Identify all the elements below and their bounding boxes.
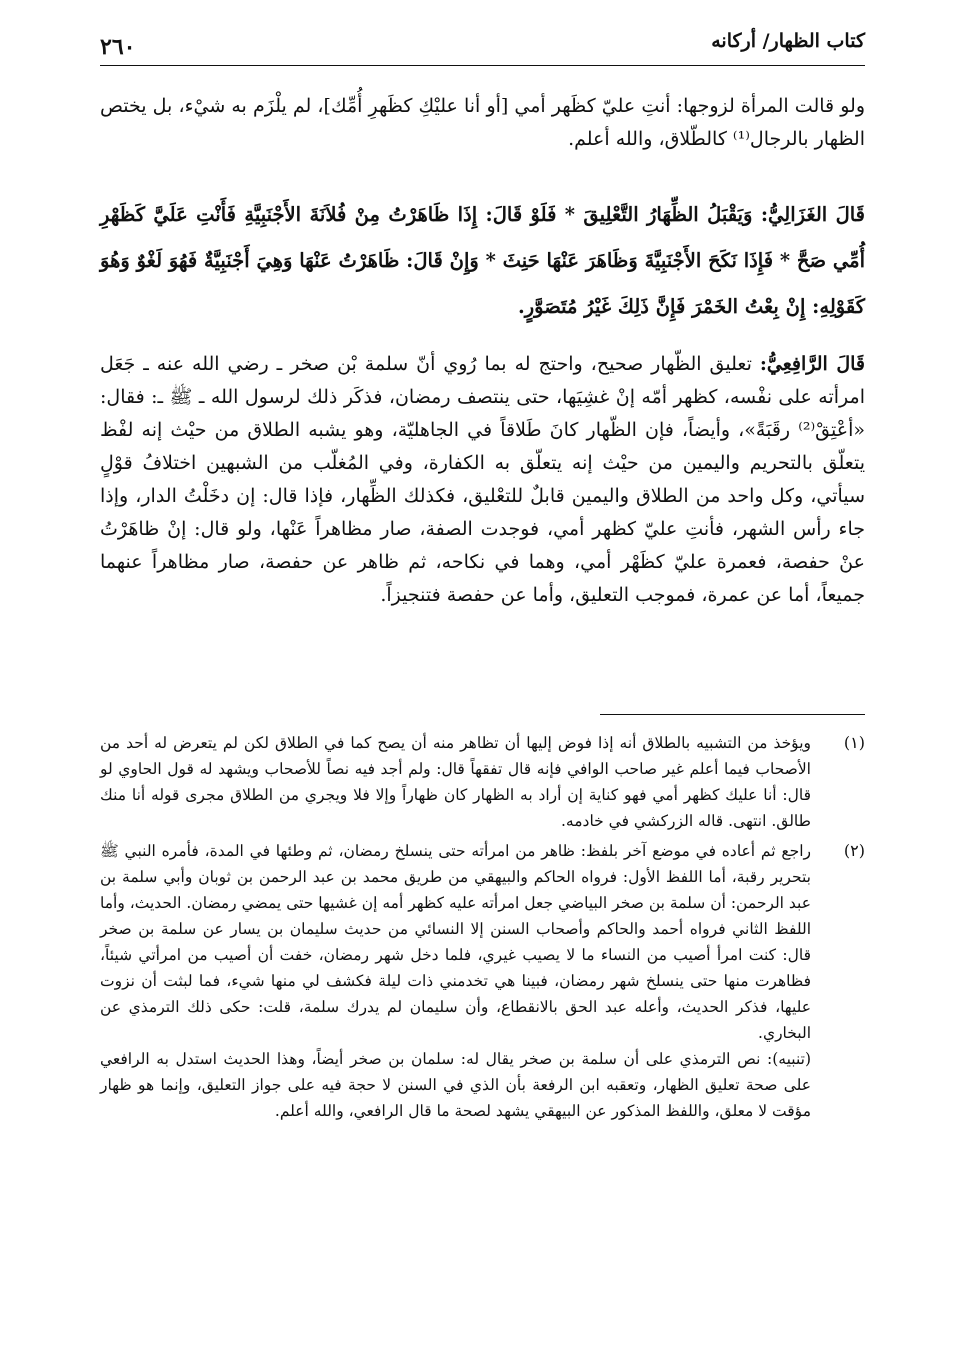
footnotes — [100, 730, 865, 1128]
page-header — [100, 22, 865, 66]
footnote-text — [100, 838, 811, 1124]
footnote-paragraph: راجع ثم أعاده في موضع آخر بلفظ: ظاهر من امرأته حتى ينسلخ رمضان، ثم وطئها في المدة، فأمره النبي ﷺ بتحرير رقبة، أما اللفظ الأول: فرواه الحاكم والبيهقي من طريق محمد بن عبد الرحمن بن ثوبان وأبي سلمة بن عبد الرحمن: أن سلمة بن صخر البياضي جعل امرأته عليه كظهر أمه إن غشيها حتى يمضي رمضان. الحديث، وأما اللفظ الثاني فرواه أحمد والحاكم وأصحاب السنن إلا النسائي من حديث سليمان بن يسار عن سلمة بن صخر قال: كنت امرأ أصيب من النساء ما لا يصيب غيري، فلما دخل شهر رمضان، خفت أن أصيب من امرأتي شيئاً، فظاهرت منها حتى ينسلخ شهر رمضان، فبينا هي تخدمني ذات ليلة فكشف لي منها شيء، فما لبثت أن نزوت عليها، فذكر الحديث، وأعله عبد الحق بالانقطاع، وأن سليمان لم يدرك سلمة، قلت: حكى ذلك الترمذي عن البخاري. — [100, 842, 811, 1042]
paragraph-body — [100, 348, 865, 612]
page-number: ٢٦٠ — [100, 34, 136, 60]
footnote-1 — [100, 730, 865, 834]
paragraph-ghazali-matn — [100, 192, 865, 330]
footnote-number: (١) — [843, 733, 865, 752]
running-title: كتاب الظهار/ أركانه — [711, 30, 865, 52]
footnote-paragraph-note: (تنبيه): نص الترمذي على أن سلمة بن صخر يقال له: سلمان بن صخر أيضاً، وهذا الحديث استدل به الرافعي على صحة تعليق الظهار، وتعقبه ابن الرفعة بأن الذي في السنن لا حجة فيه على جواز التعليق، وإنما هو ظهار مؤقت لا معلق، واللفظ المذكور عن البيهقي يشهد لصحة ما قال الرافعي، والله أعلم. — [100, 1050, 811, 1120]
paragraph-women-zihar — [100, 90, 865, 156]
footnote-2 — [100, 838, 865, 1124]
footnote-paragraph: ويؤخذ من التشبيه بالطلاق أنه إذا فوض إليها أن تظاهر منه أن يصح كما في الطلاق لكن لم يتعرض له أحد من الأصحاب فيما أعلم غير صاحب الوافي فإنه قال تفقهاً قال: ولم أجد فيه نصاً للأصحاب ويشهد له قول الحاوي لو قال: أنا عليك كظهر أمي فهو كناية إن أراد به الظهار كان ظهاراً وإلا فلا ويجري من الطلاق مجرى قوله أنا منك طالق. انتهى. قاله الزركشي في خادمه. — [100, 734, 811, 830]
paragraph-text: ولو قالت المرأة لزوجها: أنتِ عليّ كظَهر أمي [أو أنا عليْكِ كظَهرِ أُمِّك]، لم يلْزَم به شيْء، بل يختص الظهار بالرجال⁽¹⁾ كالطّلاق، والله أعلم. — [100, 95, 865, 150]
footnote-number: (٢) — [843, 841, 865, 860]
header-rule — [100, 65, 865, 66]
paragraph-text: تعليق الظّهار صحيح، واحتج له بما رُوي أنّ سلمة بْن صخر ـ رضي الله عنه ـ جَعَل امرأته على نفْسه، كظهر أمّه إنْ غشِيَها، حتى ينتصف رمضان، فذكَر ذلك لرسول الله ـ ﷺ ـ: فقال: «أعْتِقْ⁽²⁾ رقَبَةً»، وأيضاً، فإن الظّهار كانَ طَلاقاً في الجاهليّة، وهو يشبه الطلاق من حيْث إنه لفْظ يتعلّق بالتحريم واليمين من حيْث إنه يتعلّق به الكفارة، وفي المُغلّب من الشبهين اختلافُ قوْلٍ سيأتي، وكل واحد من الطلاق واليمين قابلٌ للتعْليق، فكذلك الظِّهار، فإذا قال: إن دخَلْتُ الدار، وإذا جاء رأس الشهر، فأنتِ عليّ كظهر أمي، فوجدت الصفة، صار مظاهراً عَنْها، ولو قال: إنْ ظاهَرْتُ عنْ حفصة، فعمرة عليّ كظَهْر أمي، وهما في نكاحه، ثم ظاهر عن حفصة، صار مظاهراً عنهما جميعاً، أما عن عمرة، فموجب التعليق، وأما عن حفصة فتنجيزاً. — [100, 353, 865, 606]
paragraph-rafii-commentary — [100, 348, 865, 612]
footnote-text — [100, 730, 811, 834]
footnote-separator — [600, 714, 865, 715]
paragraph-text: قَالَ الغَزَالِيُّ: وَيَقْبَلُ الظِّهَارُ التَّعْلِيقَ * فَلَوْ قَالَ: إِذَا ظَاهَرْتُ مِنْ فُلاَنَةَ الأَجْنَبِيَّةِ فَأَنْتِ عَلَيَّ كَظَهْرِ أُمِّي صَحَّ * فَإِذَا نَكَحَ الأَجْنَبِيَّةَ وَظَاهَرَ عَنْهَا حَنِثَ * وَإِنْ قَالَ: ظَاهَرْتُ عَنْهَا وَهِيَ أَجْنَبِيَّةٌ فَهُوَ لَغْوٌ وَهُوَ كَقَوْلِهِ: إِنْ بِعْتُ الخَمْرَ فَإِنَّ ذَلِكَ غَيْرُ مُتَصَوَّرٍ. — [100, 203, 865, 318]
commentary-lead: قَالَ الرَّافِعِيُّ: — [759, 353, 865, 375]
